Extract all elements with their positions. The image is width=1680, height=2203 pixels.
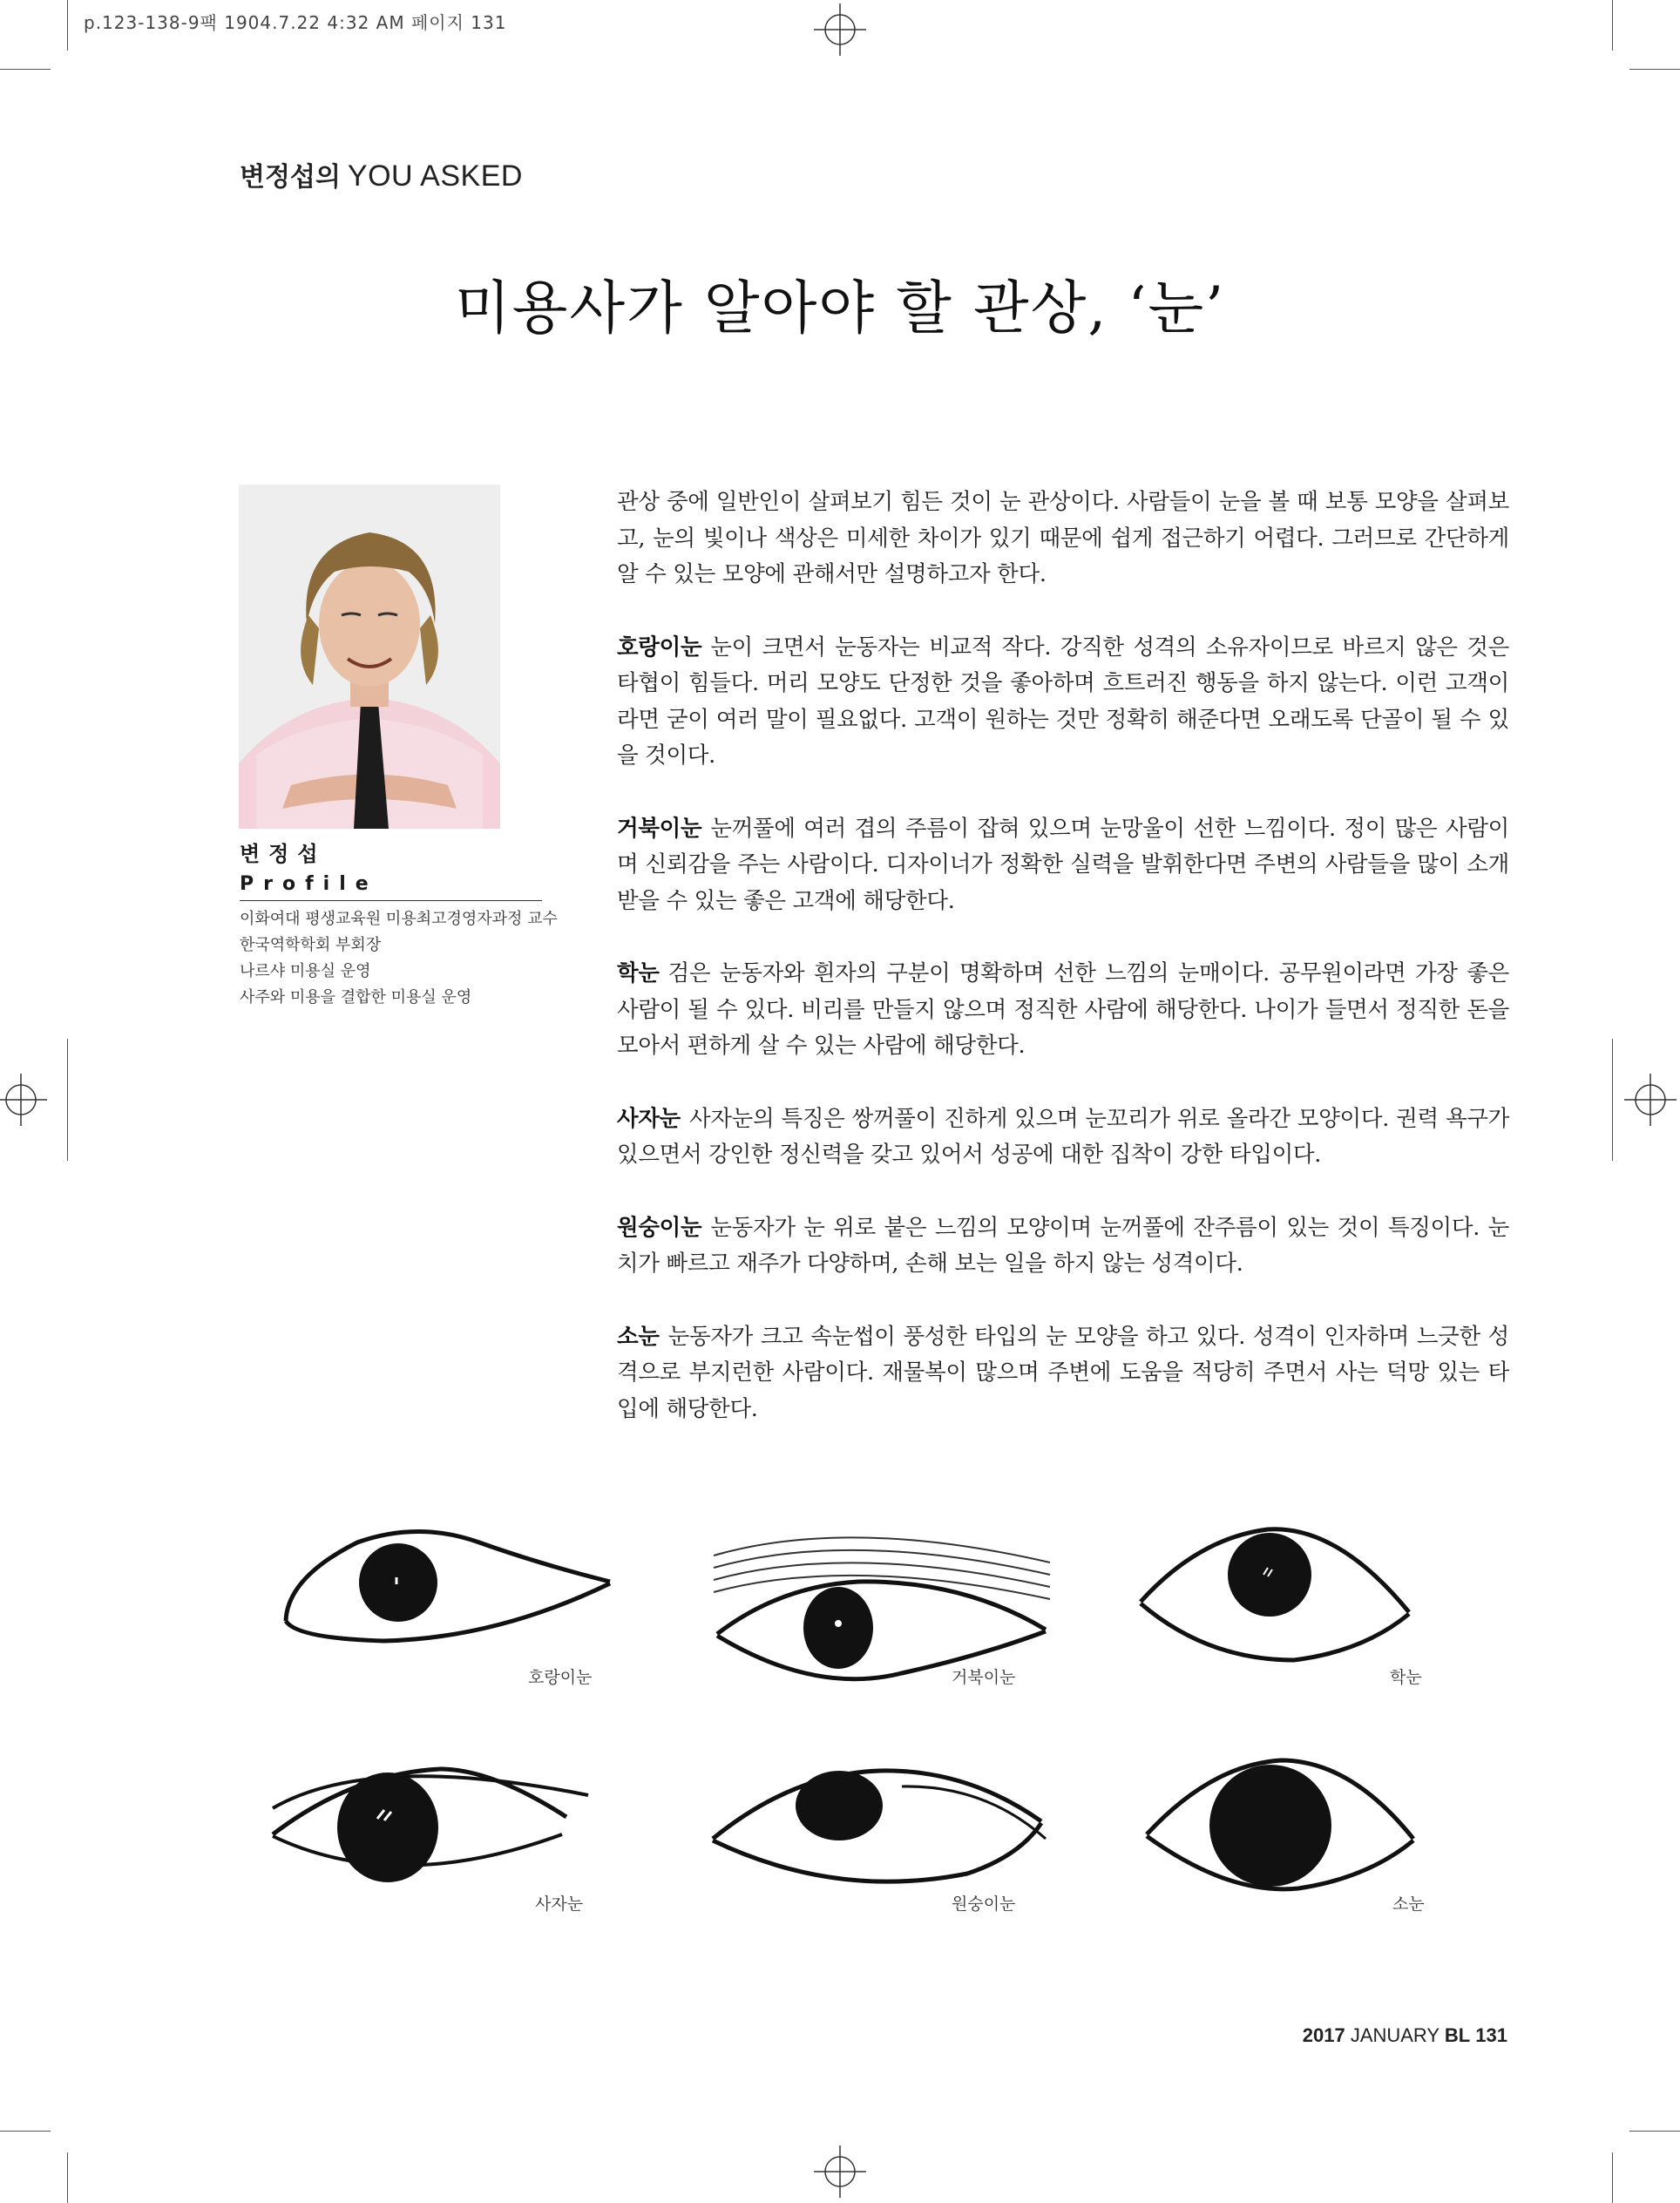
tiger-eye-icon: [279, 1516, 627, 1647]
crop-mark: [1612, 0, 1613, 51]
eye-type-paragraph: [617, 1102, 1509, 1174]
eye-caption: 사자눈: [535, 1895, 584, 1914]
eye-type-term: 호랑이눈: [617, 634, 702, 661]
paragraph-text: 검은 눈동자와 흰자의 구분이 명확하며 선한 느낌의 눈매이다. 공무원이라면 가장 좋은 사람이 될 수 있다. 비리를 만들지 않으며 정직한 사람에 해당한다. 나이가 들면서 정직한 돈을 모아서 편하게 살 수 있는 사람에 해당한다.: [617, 960, 1509, 1059]
eye-type-term: 원숭이눈: [617, 1214, 702, 1241]
profile-line: 한국역학학회 부회장: [240, 936, 382, 954]
article-body: [617, 485, 1509, 1464]
lion-eye-icon: [266, 1747, 597, 1895]
divider: [240, 900, 542, 901]
crop-mark: [1612, 1039, 1613, 1161]
paragraph-text: 눈동자가 크고 속눈썹이 풍성한 타입의 눈 모양을 하고 있다. 성격이 인자하며 느긋한 성격으로 부지런한 사람이다. 재물복이 많으며 주변에 도움을 적당히 주면서 사는 덕망 있는 타입에 해당한다.: [617, 1323, 1509, 1422]
profile-line: 나르샤 미용실 운영: [240, 962, 371, 980]
intro-paragraph: [617, 485, 1509, 593]
monkey-eye-icon: [706, 1752, 1054, 1900]
folio-year: 2017: [1302, 2024, 1345, 2046]
column-author: 변정섭의: [240, 162, 341, 193]
column-title: YOU ASKED: [347, 159, 523, 193]
folio-magazine: BL: [1444, 2024, 1471, 2046]
paragraph-text: 눈꺼풀에 여러 겹의 주름이 잡혀 있으며 눈망울이 선한 느낌이다. 정이 많은 사람이며 신뢰감을 주는 사람이다. 디자이너가 정확한 실력을 발휘한다면 주변의 사람들을 많이 소개받을 수 있는 좋은 고객에 해당한다.: [617, 815, 1509, 914]
registration-mark-icon: [1624, 1074, 1677, 1126]
page-title: 미용사가 알아야 할 관상, ‘눈’: [454, 275, 1226, 342]
turtle-eye-icon: [710, 1521, 1059, 1686]
crop-mark: [1612, 2152, 1613, 2203]
eye-caption: 학눈: [1390, 1668, 1422, 1687]
crop-mark: [67, 0, 68, 51]
crop-mark: [1629, 2131, 1680, 2132]
crane-eye-icon: [1137, 1521, 1416, 1669]
eye-type-paragraph: [617, 1210, 1509, 1283]
paragraph-text: 눈동자가 눈 위로 붙은 느낌의 모양이며 눈꺼풀에 잔주름이 있는 것이 특징이다. 눈치가 빠르고 재주가 다양하며, 손해 보는 일을 하지 않는 성격이다.: [617, 1214, 1509, 1277]
registration-mark-icon: [0, 1074, 47, 1126]
profile-line: 사주와 미용을 결합한 미용실 운영: [240, 988, 472, 1007]
author-photo: [239, 485, 500, 829]
profile-line: 이화여대 평생교육원 미용최고경영자과정 교수: [240, 910, 558, 928]
eye-type-term: 학눈: [617, 960, 660, 986]
profile-name: 변정섭: [240, 842, 327, 866]
eye-type-paragraph: [617, 811, 1509, 920]
profile-label: Profile: [240, 873, 378, 895]
page-folio: [1303, 2024, 1507, 2047]
paragraph-text: 사자눈의 특징은 쌍꺼풀이 진하게 있으며 눈꼬리가 위로 올라간 모양이다. 권력 욕구가 있으면서 강인한 정신력을 갖고 있어서 성공에 대한 집착이 강한 타입이다.: [617, 1105, 1509, 1168]
crop-mark: [1629, 69, 1680, 70]
eye-caption: 소눈: [1392, 1895, 1425, 1914]
eye-type-term: 사자눈: [617, 1105, 681, 1132]
printer-slug: p.123-138-9팩 1904.7.22 4:32 AM 페이지 131: [84, 12, 507, 33]
eye-type-term: 거북이눈: [617, 815, 702, 842]
eye-caption: 호랑이눈: [528, 1668, 593, 1687]
folio-page-number: 131: [1475, 2024, 1507, 2046]
eye-caption: 원숭이눈: [952, 1895, 1016, 1914]
crop-mark: [67, 2152, 68, 2203]
eye-type-paragraph: [617, 956, 1509, 1065]
paragraph-text: 눈이 크면서 눈동자는 비교적 작다. 강직한 성격의 소유자이므로 바르지 않은 것은 타협이 힘들다. 머리 모양도 단정한 것을 좋아하며 흐트러진 행동을 하지 않는다. 이런 고객이라면 굳이 여러 말이 필요없다. 고객이 원하는 것만 정확히 해준다면 오래도록 단골이 될 수 있을 것이다.: [617, 634, 1509, 769]
registration-mark-icon: [814, 2145, 866, 2198]
folio-month: JANUARY: [1350, 2024, 1440, 2046]
eye-type-paragraph: [617, 1319, 1509, 1428]
paragraph-text: 관상 중에 일반인이 살펴보기 힘든 것이 눈 관상이다. 사람들이 눈을 볼 때 보통 모양을 살펴보고, 눈의 빛이나 색상은 미세한 차이가 있기 때문에 쉽게 접근하기 어렵다. 그러므로 간단하게 알 수 있는 모양에 관해서만 설명하고자 한다.: [617, 489, 1509, 587]
crop-mark: [0, 2131, 51, 2132]
cow-eye-icon: [1141, 1747, 1420, 1895]
crop-mark: [67, 1039, 68, 1161]
registration-mark-icon: [814, 3, 866, 56]
eye-caption: 거북이눈: [952, 1668, 1016, 1687]
eye-type-term: 소눈: [617, 1323, 660, 1350]
column-tag: [240, 155, 523, 193]
profile-list: [240, 906, 558, 1011]
crop-mark: [0, 69, 51, 70]
eye-type-paragraph: [617, 630, 1509, 775]
